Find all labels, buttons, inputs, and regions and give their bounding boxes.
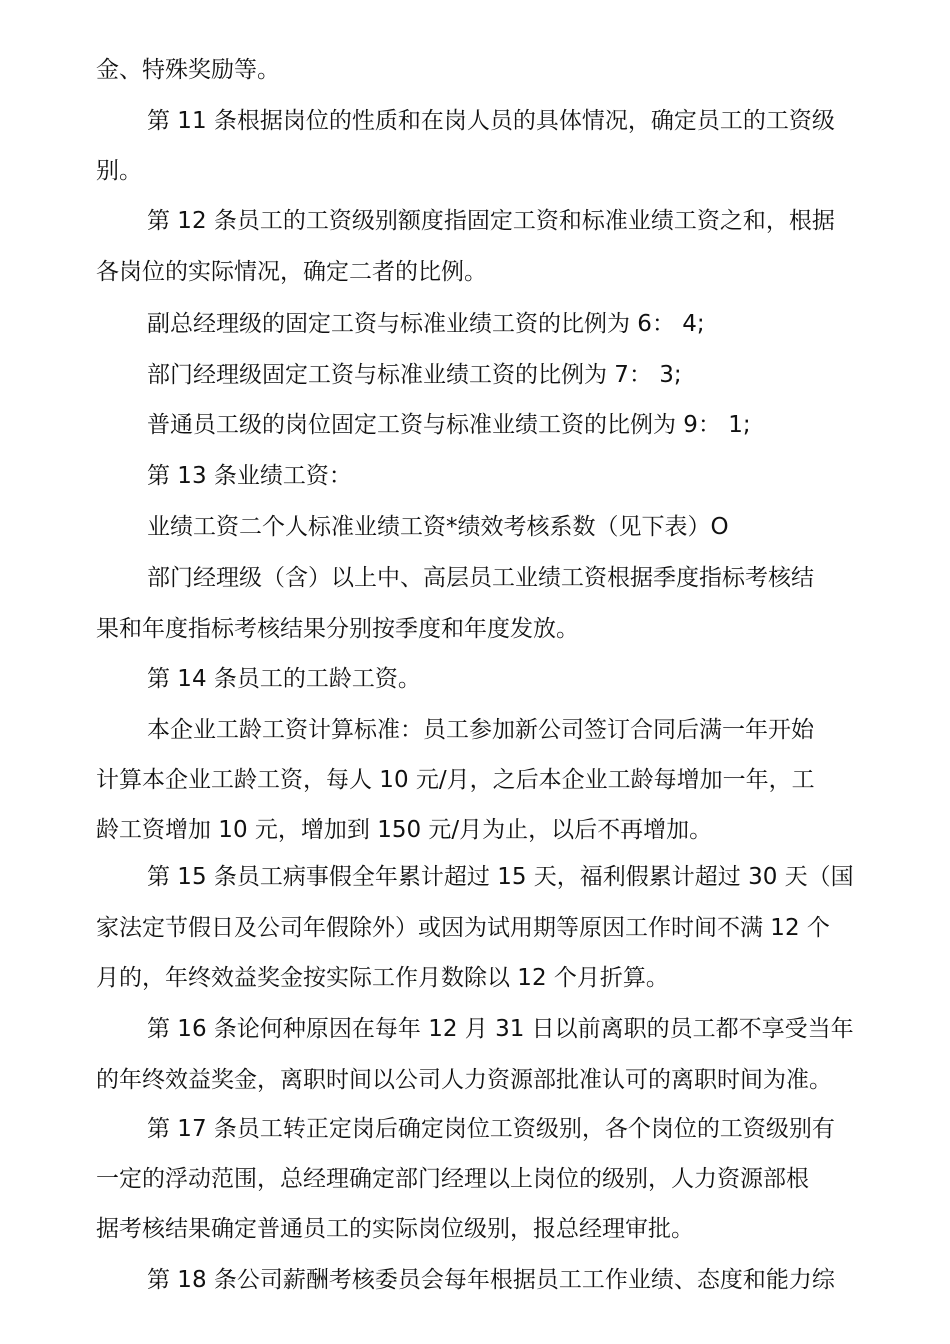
text-line: 别。 bbox=[96, 158, 142, 184]
text-line: 普通员工级的岗位固定工资与标准业绩工资的比例为 9： 1; bbox=[147, 412, 751, 438]
text-line: 第 12 条员工的工资级别额度指固定工资和标准业绩工资之和，根据 bbox=[147, 208, 835, 234]
text-line: 果和年度指标考核结果分别按季度和年度发放。 bbox=[96, 616, 579, 642]
text-line: 计算本企业工龄工资，每人 10 元/月，之后本企业工龄每增加一年，工 bbox=[96, 767, 815, 793]
text-line: 第 11 条根据岗位的性质和在岗人员的具体情况，确定员工的工资级 bbox=[147, 108, 835, 134]
text-line: 月的，年终效益奖金按实际工作月数除以 12 个月折算。 bbox=[96, 965, 669, 991]
text-line: 金、特殊奖励等。 bbox=[96, 57, 280, 83]
text-line: 各岗位的实际情况，确定二者的比例。 bbox=[96, 259, 487, 285]
text-line: 第 14 条员工的工龄工资。 bbox=[147, 666, 421, 692]
text-line: 第 18 条公司薪酬考核委员会每年根据员工工作业绩、态度和能力综 bbox=[147, 1267, 835, 1293]
text-line: 部门经理级（含）以上中、高层员工业绩工资根据季度指标考核结 bbox=[147, 565, 814, 591]
text-line: 龄工资增加 10 元，增加到 150 元/月为止，以后不再增加。 bbox=[96, 817, 713, 843]
text-line: 家法定节假日及公司年假除外）或因为试用期等原因工作时间不满 12 个 bbox=[96, 915, 830, 941]
text-line: 第 15 条员工病事假全年累计超过 15 天，福利假累计超过 30 天（国 bbox=[147, 864, 854, 890]
text-line: 第 16 条论何种原因在每年 12 月 31 日以前离职的员工都不享受当年 bbox=[147, 1016, 854, 1042]
text-line: 副总经理级的固定工资与标准业绩工资的比例为 6： 4; bbox=[147, 311, 705, 337]
text-line: 第 17 条员工转正定岗后确定岗位工资级别，各个岗位的工资级别有 bbox=[147, 1116, 835, 1142]
text-line: 业绩工资二个人标准业绩工资*绩效考核系数（见下表）O bbox=[147, 514, 729, 540]
text-line: 第 13 条业绩工资： bbox=[147, 463, 352, 489]
text-line: 一定的浮动范围，总经理确定部门经理以上岗位的级别，人力资源部根 bbox=[96, 1166, 809, 1192]
text-line: 部门经理级固定工资与标准业绩工资的比例为 7： 3; bbox=[147, 362, 682, 388]
text-line: 本企业工龄工资计算标准：员工参加新公司签订合同后满一年开始 bbox=[147, 717, 814, 743]
text-line: 的年终效益奖金，离职时间以公司人力资源部批准认可的离职时间为准。 bbox=[96, 1067, 832, 1093]
text-line: 据考核结果确定普通员工的实际岗位级别，报总经理审批。 bbox=[96, 1216, 694, 1242]
